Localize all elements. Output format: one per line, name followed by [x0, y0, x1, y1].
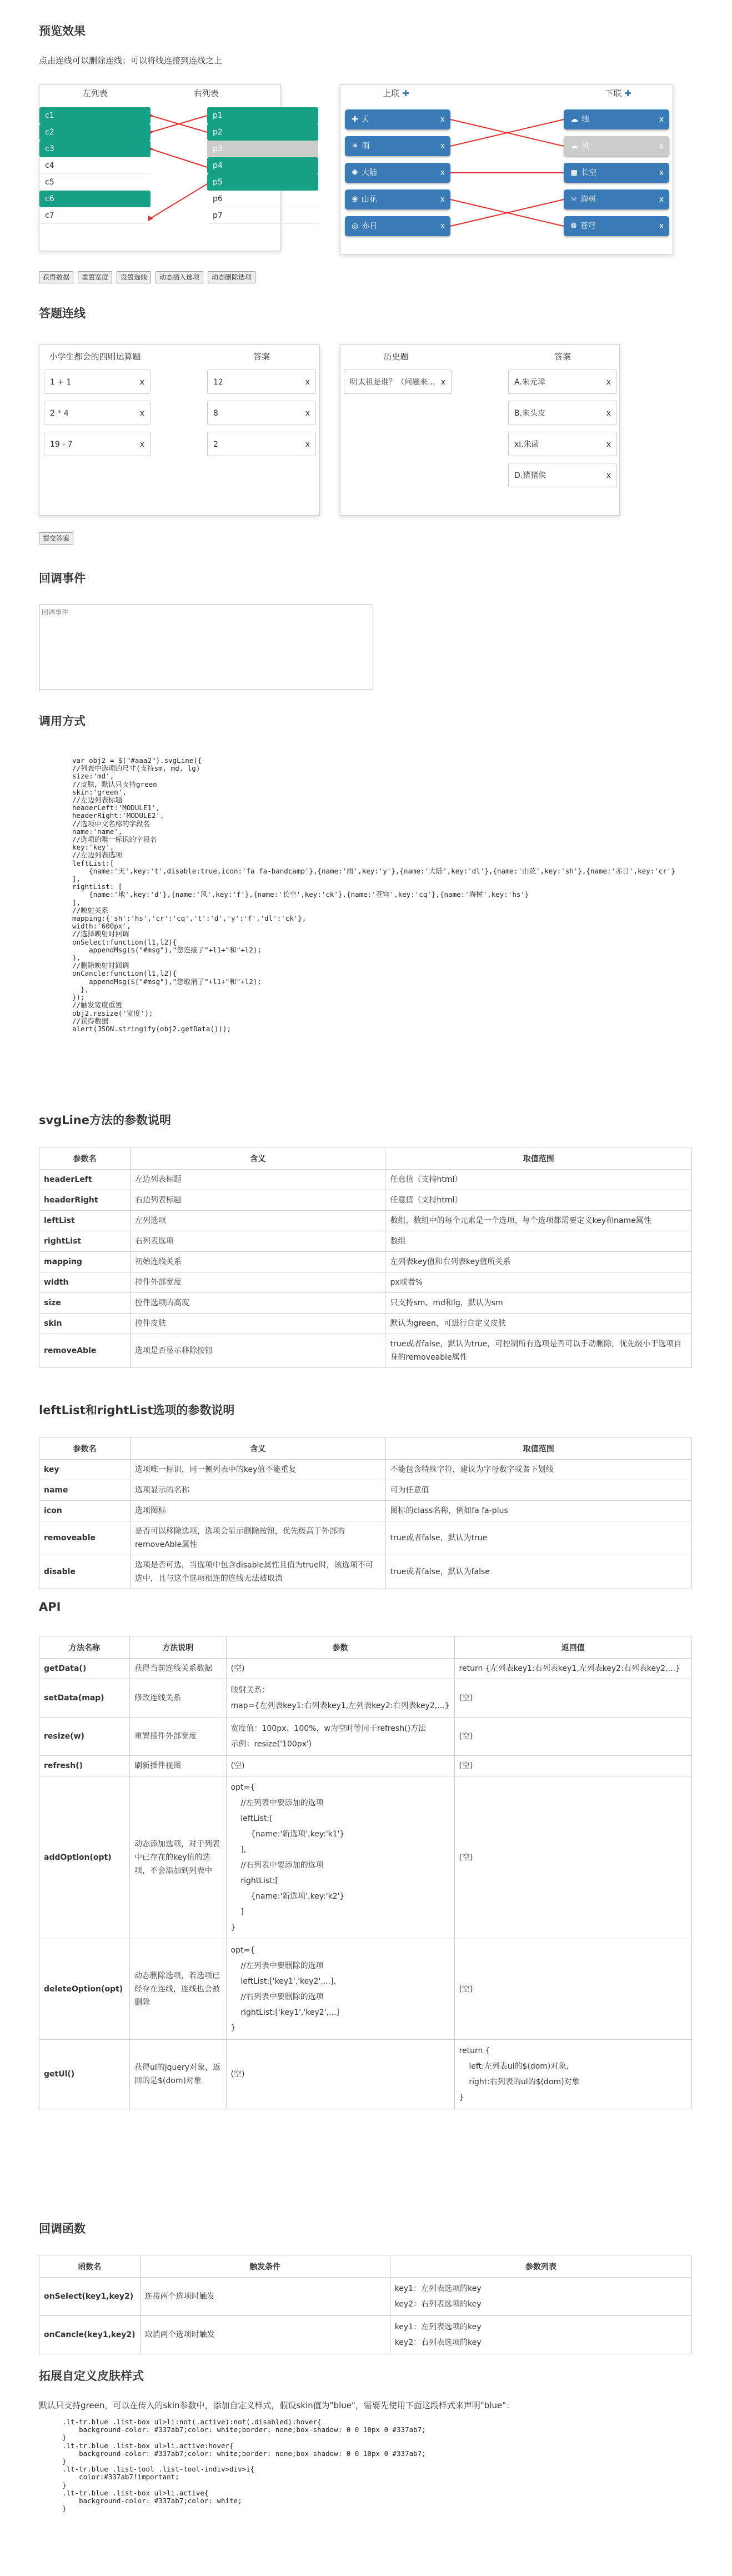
table-cell: true或者false，默认为false — [385, 1555, 691, 1589]
close-icon[interactable]: x — [440, 168, 445, 177]
table-cell: width — [39, 1272, 131, 1293]
table-header-row — [39, 2255, 692, 2278]
table-cell: 右边列表标题 — [130, 1190, 385, 1211]
preview-title: 预览效果 — [39, 24, 86, 38]
right-item[interactable]: p6 — [207, 191, 318, 207]
table-cell: rightList — [39, 1231, 131, 1252]
table-cell: return { left:左列表ul的$(dom)对象, right:右列表的ul的$(dom)对象 } — [454, 2040, 691, 2109]
table-cell: 动态添加选项，对于列表中已存在的key值的选项，不会添加到列表中 — [130, 1776, 227, 1939]
table-cell: 获得ul的jquery对象，返回的是$(dom)对象 — [130, 2040, 227, 2109]
table-cell: 任意值（支持html） — [385, 1190, 692, 1211]
table-row — [39, 1252, 692, 1272]
table-header-cell: 参数名 — [39, 1437, 131, 1460]
card-label: B.朱头皮 — [514, 409, 546, 418]
table-cell: name — [39, 1480, 131, 1501]
table-row — [39, 1190, 692, 1211]
item-icon: ▦ — [570, 168, 578, 177]
left-item[interactable]: c4 — [39, 157, 151, 174]
left-item[interactable]: c2 — [39, 124, 151, 141]
item-icon: ☀ — [352, 142, 359, 151]
opts-title: leftList和rightList选项的参数说明 — [39, 1404, 235, 1417]
left-item[interactable]: c1 — [39, 107, 151, 124]
table-cell: 左边列表标题 — [130, 1170, 385, 1190]
table-cell: 选项显示的名称 — [130, 1480, 385, 1501]
table-header-cell: 触发条件 — [140, 2255, 390, 2278]
table-row — [39, 2040, 692, 2109]
table-header-cell: 取值范围 — [385, 1147, 692, 1170]
plus-icon[interactable]: ✚ — [624, 88, 631, 98]
answer-card[interactable] — [207, 432, 316, 456]
down-item-label: 风 — [581, 142, 589, 151]
up-item-label: 雨 — [362, 142, 370, 151]
card-label: A.朱元璋 — [514, 378, 545, 387]
table-cell: leftList — [39, 1211, 131, 1231]
table-row — [39, 1334, 692, 1368]
table-cell: (空) — [226, 2040, 454, 2109]
table-cell: key — [39, 1460, 131, 1480]
answer-card[interactable] — [44, 401, 151, 425]
table-row — [39, 1314, 692, 1334]
table-cell: 图标的class名称，例如fa fa-plus — [385, 1501, 691, 1521]
up-item[interactable] — [345, 189, 450, 209]
table-cell: (空) — [454, 1679, 691, 1718]
table-cell: 右列表选项 — [130, 1231, 385, 1252]
skin-code: .lt-tr.blue .list-box ul>li:not(.active):not(.disabled):hover{ background-color: #337ab7;color: white;border: none;box-shadow: 0 0 10px 0 #337ab7; } .lt-tr.blue .list-box ul>li.active:hover{ background-color: #337ab7;color: white;border: none;box-shadow: 0 0 10px 0 #337ab7; } .lt-tr.blue .list-tool .list-tool-indiv>div>i{ color:#337ab7!important; } .lt-tr.blue .list-box ul>li.active{ background-color: #337ab7;color: white; } — [62, 2418, 426, 2513]
left-item[interactable]: c5 — [39, 174, 151, 191]
usage-title: 调用方式 — [39, 715, 86, 728]
close-icon[interactable]: x — [440, 142, 445, 151]
item-icon: ◎ — [352, 222, 359, 231]
answer-card[interactable] — [508, 463, 617, 487]
card-label: D.猪猪侠 — [514, 471, 547, 480]
table-cell: opt={ //左列表中要添加的选项 leftList:[ {name:'新选项',key:'k1'} ], //右列表中要添加的选项 rightList:[ {name:'新选项',key:'k2'} ] } — [226, 1776, 454, 1939]
toolbar-button[interactable]: 动态删除选项 — [208, 271, 255, 283]
close-icon[interactable]: x — [305, 440, 310, 449]
close-icon[interactable]: x — [659, 142, 664, 151]
table-cell: onCancle(key1,key2) — [39, 2316, 141, 2354]
table-cell: skin — [39, 1314, 131, 1334]
opts-table — [39, 1437, 692, 1589]
table-cell: addOption(opt) — [39, 1776, 130, 1939]
table-cell: return {左列表key1:右列表key1,左列表key2:右列表key2,...} — [454, 1659, 691, 1679]
right-item[interactable]: p4 — [207, 157, 318, 174]
table-row — [39, 1679, 692, 1718]
item-icon: ✚ — [352, 115, 358, 124]
skin-desc: 默认只支持green，可以在传入的skin参数中，添加自定义样式，假设skin值为"blue"，需要先使用下面这段样式来声明"blue"： — [39, 2400, 515, 2410]
table-header-cell: 取值范围 — [385, 1437, 691, 1460]
table-cell: 可为任意值 — [385, 1480, 691, 1501]
table-cell: 左列选项 — [130, 1211, 385, 1231]
table-cell: (空) — [454, 1718, 691, 1756]
down-header-label: 下联 — [605, 88, 622, 98]
table-cell: true或者false，默认为true — [385, 1521, 691, 1555]
up-item-label: 大陆 — [361, 168, 377, 177]
right-item[interactable]: p1 — [207, 107, 318, 124]
close-icon[interactable]: x — [440, 115, 445, 124]
left-list-header: 左列表 — [82, 88, 108, 98]
close-icon[interactable]: x — [440, 222, 445, 231]
table-cell: refresh() — [39, 1756, 130, 1776]
table-cell: 连接两个选项时触发 — [140, 2278, 390, 2316]
a2-header: 答案 — [554, 352, 571, 362]
down-item[interactable] — [564, 109, 669, 129]
skin-title: 拓展自定义皮肤样式 — [39, 2369, 144, 2383]
right-list-header: 右列表 — [193, 88, 219, 98]
table-cell: (空) — [454, 1776, 691, 1939]
table-cell: 控件皮肤 — [130, 1314, 385, 1334]
card-label: 19 - 7 — [50, 440, 73, 449]
close-icon[interactable]: x — [659, 115, 664, 124]
down-item[interactable] — [564, 163, 669, 183]
table-header-cell: 含义 — [130, 1147, 385, 1170]
cb-table — [39, 2255, 692, 2354]
table-header-row — [39, 1147, 692, 1170]
table-cell: deleteOption(opt) — [39, 1939, 130, 2040]
table-cell: 选项唯一标识，同一侧列表中的key值不能重复 — [130, 1460, 385, 1480]
table-row — [39, 1776, 692, 1939]
up-item[interactable] — [345, 216, 450, 236]
down-item-label: 苍穹 — [580, 222, 596, 231]
left-item[interactable]: c7 — [39, 207, 151, 224]
card-label: 2 — [213, 440, 218, 449]
params-title: svgLine方法的参数说明 — [39, 1114, 171, 1127]
down-item-label: 地 — [581, 115, 589, 124]
table-cell: 数组 — [385, 1231, 692, 1252]
table-cell: disable — [39, 1555, 131, 1589]
answer-panel-2 — [340, 345, 620, 516]
table-cell: 初始连线关系 — [130, 1252, 385, 1272]
table-cell: 选项图标 — [130, 1501, 385, 1521]
close-icon[interactable]: x — [606, 440, 611, 449]
toolbar-button[interactable]: 设置选线 — [117, 271, 151, 283]
answer-card[interactable] — [44, 370, 151, 394]
table-row — [39, 1211, 692, 1231]
table-cell: removeAble — [39, 1334, 131, 1368]
table-row — [39, 1756, 692, 1776]
down-item[interactable] — [564, 189, 669, 209]
table-cell: 默认为green，可进行自定义皮肤 — [385, 1314, 692, 1334]
api-table — [39, 1636, 692, 2109]
close-icon[interactable]: x — [659, 222, 664, 231]
table-cell: 只支持sm、md和lg，默认为sm — [385, 1293, 692, 1314]
table-cell: 是否可以移除选项，选项会显示删除按钮，优先级高于外部的removeAble属性 — [130, 1521, 385, 1555]
card-label: 8 — [213, 409, 218, 418]
table-header-cell: 方法名称 — [39, 1636, 130, 1659]
table-header-cell: 参数 — [226, 1636, 454, 1659]
table-header-cell: 函数名 — [39, 2255, 141, 2278]
table-row — [39, 1939, 692, 2040]
table-header-row — [39, 1636, 692, 1659]
card-label: xi.朱菌 — [514, 440, 539, 449]
q1-header: 小学生都会的四则运算题 — [49, 352, 141, 362]
toolbar-button[interactable]: 获得数据 — [39, 271, 73, 283]
table-cell: 任意值（支持html） — [385, 1170, 692, 1190]
table-cell: 左列表key值和右列表key值所关系 — [385, 1252, 692, 1272]
table-row — [39, 1718, 692, 1756]
table-cell: key1：左列表选项的key key2：右列表选项的key — [390, 2278, 691, 2316]
down-header — [563, 85, 674, 102]
callback-textarea[interactable] — [39, 605, 373, 690]
usage-code: var obj2 = $("#aaa2").svgLine({ //列表中选项的尺寸(支持sm, md, lg) size:'md', //皮肤，默认只支持green skin:'green', //左边列表标题 headerLeft:'MODULE1', headerRight:'MODULE2', //选项中文名称的字段名 name:'name', //选项的唯一标识的字段名 key:'key', //左边列表选项 leftList:[ {name:'天',key:'t',disable:true,icon:'fa fa-bandcamp'},{name:'雨',key:'y'},{name:'大陆',key:'dl'},{name:'山花',key:'sh'},{name:'赤日',key:'cr'} ], rightList: [ {name:'地',key:'d'},{name:'风',key:'f'},{name:'长空',key:'ck'},{name:'苍穹',key:'cq'},{name:'海树',key:'hs'} ], //映射关系 mapping:{'sh':'hs','cr':'cq','t':'d','y':'f','dl':'ck'}, width:'600px', //选择映射时回调 onSelect:function(l1,l2){ appendMsg($("#msg"),"您连接了"+l1+"和"+l2); }, //删除映射时回调 onCancle:function(l1,l2){ appendMsg($("#msg"),"您取消了"+l1+"和"+l2); }, }); //触发宽度重置 obj2.resize('宽度'); //获得数据 alert(JSON.stringify(obj2.getData())); — [72, 756, 675, 1033]
up-item[interactable] — [345, 163, 450, 183]
close-icon[interactable]: x — [606, 409, 611, 418]
table-cell: 选项是否可选，当选项中包含disable属性且值为true时，该选项不可选中，且与这个选项相连的连线无法被取消 — [130, 1555, 385, 1589]
table-cell: 修改连线关系 — [130, 1679, 227, 1718]
params-table — [39, 1147, 692, 1368]
answer-title: 答题连线 — [39, 307, 86, 320]
answer-card[interactable] — [508, 401, 617, 425]
table-row — [39, 1272, 692, 1293]
table-row — [39, 1170, 692, 1190]
table-cell: true或者false，默认为true，可控制所有选项是否可以手动删除，优先级小于选项自身的removeable属性 — [385, 1334, 692, 1368]
answer-card[interactable] — [508, 370, 617, 394]
right-item[interactable]: p3 — [207, 141, 318, 157]
preview-panel-1 — [39, 84, 281, 251]
q2-header: 历史题 — [383, 352, 409, 362]
table-cell: 取消两个选项时触发 — [140, 2316, 390, 2354]
answer-card[interactable] — [207, 401, 316, 425]
close-icon[interactable]: x — [659, 195, 664, 204]
table-cell: 选项是否显示移除按钮 — [130, 1334, 385, 1368]
close-icon[interactable]: x — [305, 409, 310, 418]
left-item[interactable]: c6 — [39, 191, 151, 207]
toolbar-button[interactable]: 重置宽度 — [78, 271, 112, 283]
api-title: API — [39, 1600, 61, 1614]
answer-card[interactable] — [344, 370, 452, 394]
table-row — [39, 1460, 692, 1480]
table-row — [39, 2278, 692, 2316]
up-header-label: 上联 — [383, 88, 400, 98]
table-cell: headerRight — [39, 1190, 131, 1211]
table-cell: (空) — [226, 1659, 454, 1679]
callback-title: 回调事件 — [39, 572, 86, 585]
table-cell: removeable — [39, 1521, 131, 1555]
table-cell: getData() — [39, 1659, 130, 1679]
answer-card[interactable] — [207, 370, 316, 394]
preview-panel-2 — [340, 84, 673, 254]
table-cell: 重置插件外部宽度 — [130, 1718, 227, 1756]
table-row — [39, 1555, 692, 1589]
cb-title: 回调函数 — [39, 2222, 86, 2235]
left-item[interactable]: c3 — [39, 141, 151, 157]
table-cell: 获得当前连线关系数据 — [130, 1659, 227, 1679]
table-header-cell: 参数名 — [39, 1147, 131, 1170]
table-cell: 映射关系： map={左列表key1:右列表key1,左列表key2:右列表key2,...} — [226, 1679, 454, 1718]
table-cell: resize(w) — [39, 1718, 130, 1756]
item-icon: ☼ — [570, 195, 578, 204]
table-cell: icon — [39, 1501, 131, 1521]
table-cell: setData(map) — [39, 1679, 130, 1718]
table-cell: 宽度值：100px、100%，w为空时等同于refresh()方法 示例：resize('100px') — [226, 1718, 454, 1756]
up-item-label: 山花 — [361, 195, 377, 204]
table-header-row — [39, 1437, 692, 1460]
table-cell: getUl() — [39, 2040, 130, 2109]
table-cell: 动态删除选项，若选项已经存在连线，连线也会被删除 — [130, 1939, 227, 2040]
table-row — [39, 1480, 692, 1501]
up-header — [340, 85, 452, 102]
table-cell: (空) — [226, 1756, 454, 1776]
table-row — [39, 1293, 692, 1314]
close-icon[interactable]: x — [606, 378, 611, 387]
close-icon[interactable]: x — [305, 378, 310, 387]
table-header-cell: 返回值 — [454, 1636, 691, 1659]
table-row — [39, 1659, 692, 1679]
table-cell: 刷新插件视图 — [130, 1756, 227, 1776]
card-label: 1 + 1 — [50, 378, 72, 387]
table-cell: 控件外部宽度 — [130, 1272, 385, 1293]
preview-desc: 点击连线可以删除连线；可以将线连接到连线之上 — [39, 56, 223, 66]
table-row — [39, 1231, 692, 1252]
table-header-cell: 含义 — [130, 1437, 385, 1460]
table-row — [39, 1521, 692, 1555]
table-cell: 控件选项的高度 — [130, 1293, 385, 1314]
item-icon: ☁ — [570, 115, 578, 124]
table-cell: (空) — [454, 1756, 691, 1776]
item-icon: ❁ — [570, 222, 577, 231]
right-item[interactable]: p2 — [207, 124, 318, 141]
item-icon: ☁ — [570, 142, 578, 151]
item-icon: ✺ — [352, 168, 358, 177]
close-icon[interactable]: x — [440, 378, 445, 387]
table-cell: size — [39, 1293, 131, 1314]
close-icon[interactable]: x — [139, 440, 144, 449]
right-item[interactable]: p7 — [207, 207, 318, 224]
table-cell: opt={ //左列表中要删除的选项 leftList:['key1','key2',...], //右列表中要删除的选项 rightList:['key1','key2',...] } — [226, 1939, 454, 2040]
plus-icon[interactable]: ✚ — [402, 88, 409, 98]
up-item-label: 天 — [361, 115, 369, 124]
table-cell: onSelect(key1,key2) — [39, 2278, 141, 2316]
answer-panel-1 — [39, 345, 320, 516]
table-cell: (空) — [454, 1939, 691, 2040]
right-item[interactable]: p5 — [207, 174, 318, 191]
up-item-label: 赤日 — [362, 222, 378, 231]
down-item-label: 长空 — [581, 168, 597, 177]
table-cell: 数组，数组中的每个元素是一个选项，每个选项都需要定义key和name属性 — [385, 1211, 692, 1231]
table-header-cell: 参数列表 — [390, 2255, 691, 2278]
a1-header: 答案 — [253, 352, 270, 362]
up-item[interactable] — [345, 136, 450, 156]
close-icon[interactable]: x — [606, 471, 611, 480]
down-item[interactable] — [564, 136, 669, 156]
table-cell: mapping — [39, 1252, 131, 1272]
down-item[interactable] — [564, 216, 669, 236]
toolbar-button[interactable]: 动态插入选项 — [156, 271, 203, 283]
close-icon[interactable]: x — [139, 378, 144, 387]
table-cell: 不能包含特殊字符，建议为字母数字或者下划线 — [385, 1460, 691, 1480]
up-item[interactable] — [345, 109, 450, 129]
submit-button[interactable]: 提交答案 — [39, 532, 73, 545]
close-icon[interactable]: x — [139, 409, 144, 418]
close-icon[interactable]: x — [659, 168, 664, 177]
table-cell: px或者% — [385, 1272, 692, 1293]
answer-card[interactable] — [508, 432, 617, 456]
item-icon: ❀ — [352, 195, 358, 204]
table-row — [39, 2316, 692, 2354]
card-label: 2 * 4 — [50, 409, 69, 418]
table-cell: key1：左列表选项的key key2：右列表选项的key — [390, 2316, 691, 2354]
card-label: 明太祖是谁？（问题来... — [350, 378, 435, 387]
close-icon[interactable]: x — [440, 195, 445, 204]
table-header-cell: 方法说明 — [130, 1636, 227, 1659]
table-row — [39, 1501, 692, 1521]
answer-card[interactable] — [44, 432, 151, 456]
card-label: 12 — [213, 378, 223, 387]
table-cell: headerLeft — [39, 1170, 131, 1190]
down-item-label: 海树 — [580, 195, 596, 204]
